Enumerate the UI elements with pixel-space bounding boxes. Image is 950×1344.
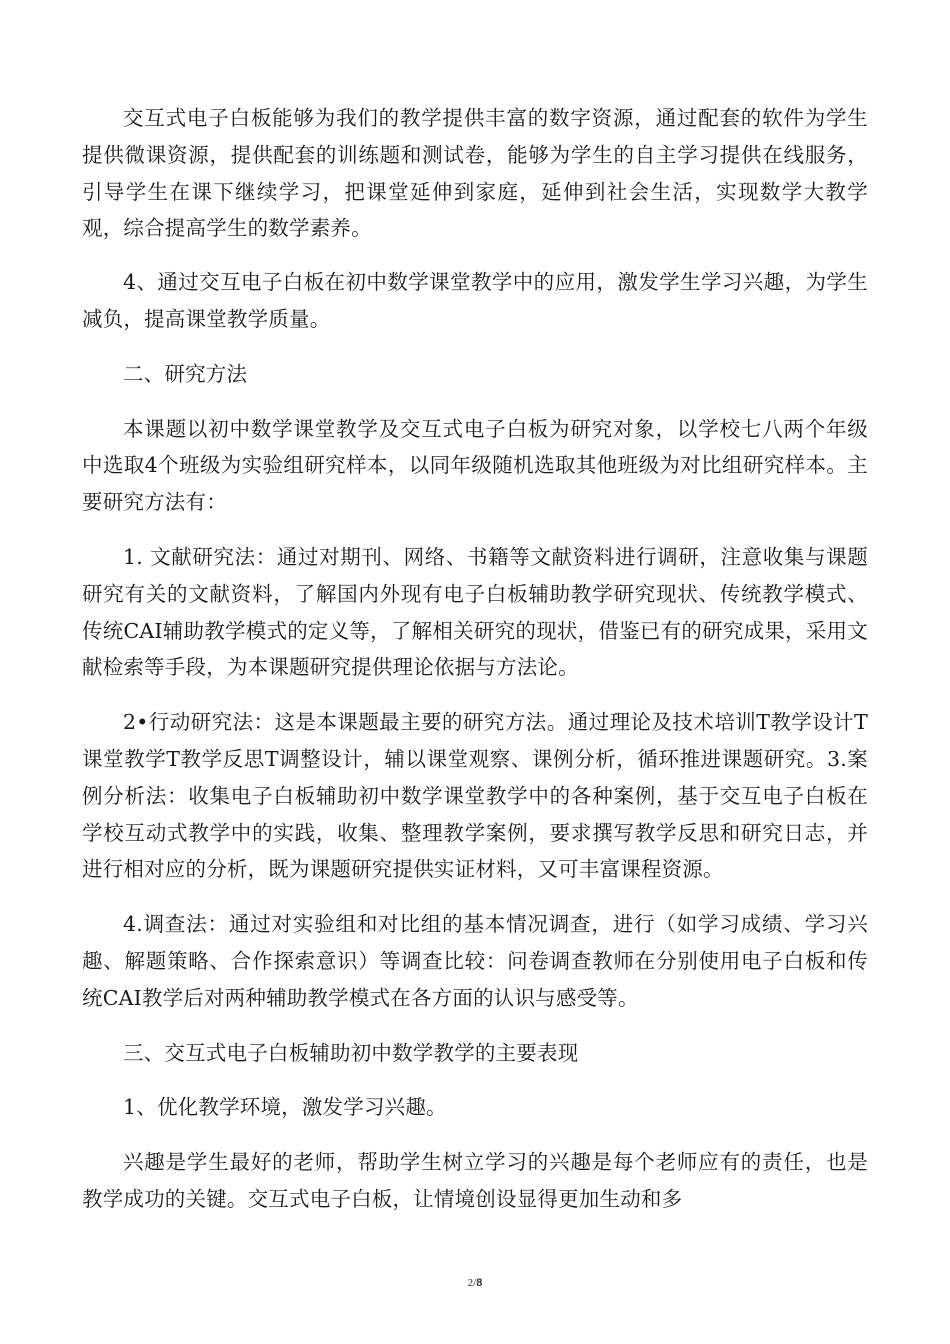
section-heading-research-methods: 二、研究方法 xyxy=(123,361,248,386)
page-number xyxy=(0,1277,950,1289)
subheading-optimize-environment: 1、优化教学环境，激发学习兴趣。 xyxy=(123,1095,447,1120)
paragraph-literature-method: 1. 文献研究法：通过对期刊、网络、书籍等文献资料进行调研，注意收集与课题研究有关的文献资料，了解国内外现有电子白板辅助教学研究现状、传统教学模式、传统CAI辅助教学模式的定义等，了解相关研究的现状，借鉴已有的研究成果，采用文献检索等手段，为本课题研究提供理论依据与方法论。 xyxy=(82,544,868,680)
paragraph-item-4: 4、通过交互电子白板在初中数学课堂教学中的应用，激发学生学习兴趣，为学生减负，提高课堂教学质量。 xyxy=(82,270,868,331)
paragraph-research-subject: 本课题以初中数学课堂教学及交互式电子白板为研究对象，以学校七八两个年级中选取4个班级为实验组研究样本，以同年级随机选取其他班级为对比组研究样本。主要研究方法有： xyxy=(82,416,868,515)
page-current: 2/ xyxy=(467,1277,477,1289)
paragraph-resources: 交互式电子白板能够为我们的教学提供丰富的数字资源，通过配套的软件为学生提供微课资源，提供配套的训练题和测试卷，能够为学生的自主学习提供在线服务，引导学生在课下继续学习，把课堂延伸到家庭，延伸到社会生活，实现数学大教学观，综合提高学生的数学素养。 xyxy=(82,106,868,241)
page-total: 8 xyxy=(476,1277,483,1289)
section-heading-main-performance: 三、交互式电子白板辅助初中数学教学的主要表现 xyxy=(123,1040,579,1065)
document-body xyxy=(82,100,868,1218)
paragraph-interest: 兴趣是学生最好的老师，帮助学生树立学习的兴趣是每个老师应有的责任，也是教学成功的关键。交互式电子白板，让情境创设显得更加生动和多 xyxy=(82,1150,868,1211)
paragraph-action-research: 2•行动研究法：这是本课题最主要的研究方法。通过理论及技术培训T教学设计T课堂教学T教学反思T调整设计，辅以课堂观察、课例分析，循环推进课题研究。3.案例分析法：收集电子白板辅助初中数学课堂教学中的各种案例，基于交互电子白板在学校互动式教学中的实践，收集、整理教学案例，要求撰写教学反思和研究日志，并进行相对应的分析，既为课题研究提供实证材料，又可丰富课程资源。 xyxy=(82,710,868,882)
paragraph-survey-method: 4.调查法：通过对实验组和对比组的基本情况调查，进行（如学习成绩、学习兴趣、解题策略、合作探索意识）等调查比较：问卷调查教师在分别使用电子白板和传统CAI教学后对两种辅助教学模式在各方面的认识与感受等。 xyxy=(82,912,868,1010)
